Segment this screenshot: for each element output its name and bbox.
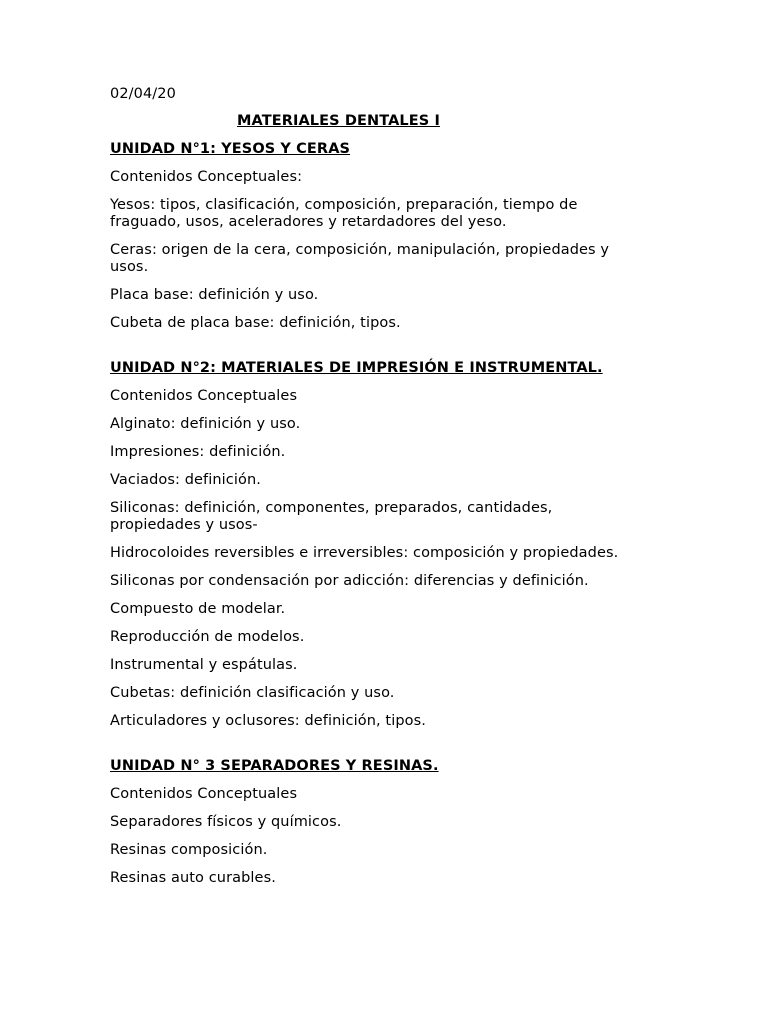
section-spacer bbox=[110, 343, 650, 360]
unit-3-item: Resinas composición. bbox=[110, 842, 268, 858]
unit-1-item: Ceras: origen de la cera, composición, manipulación, propiedades y usos. bbox=[110, 242, 610, 275]
unit-3-item: Contenidos Conceptuales bbox=[110, 786, 298, 802]
unit-2-item: Compuesto de modelar. bbox=[110, 601, 286, 617]
section-spacer bbox=[110, 741, 650, 758]
unit-2-item: Siliconas: definición, componentes, preparados, cantidades, propiedades y usos- bbox=[110, 500, 553, 533]
unit-2-item: Hidrocoloides reversibles e irreversibles: composición y propiedades. bbox=[110, 545, 619, 561]
document-page bbox=[110, 86, 650, 898]
unit-2-item: Vaciados: definición. bbox=[110, 472, 261, 488]
unit-2-item: Instrumental y espátulas. bbox=[110, 657, 298, 673]
unit-2-heading: UNIDAD N°2: MATERIALES DE IMPRESIÓN E INSTRUMENTAL. bbox=[110, 360, 603, 376]
unit-2-item: Impresiones: definición. bbox=[110, 444, 286, 460]
document-date: 02/04/20 bbox=[110, 86, 176, 102]
unit-2-item: Alginato: definición y uso. bbox=[110, 416, 301, 432]
unit-1-item: Contenidos Conceptuales: bbox=[110, 169, 303, 185]
unit-3-heading: UNIDAD N° 3 SEPARADORES Y RESINAS. bbox=[110, 758, 439, 774]
unit-2-item: Cubetas: definición clasificación y uso. bbox=[110, 685, 395, 701]
unit-1-item: Cubeta de placa base: definición, tipos. bbox=[110, 315, 401, 331]
unit-1-heading: UNIDAD N°1: YESOS Y CERAS bbox=[110, 141, 351, 157]
unit-1-item: Yesos: tipos, clasificación, composición, preparación, tiempo de fraguado, usos, aceleradores y retardadores del yeso. bbox=[110, 197, 578, 230]
unit-2-item: Articuladores y oclusores: definición, tipos. bbox=[110, 713, 426, 729]
unit-2-item: Contenidos Conceptuales bbox=[110, 388, 298, 404]
unit-1-item: Placa base: definición y uso. bbox=[110, 287, 319, 303]
unit-2-item: Reproducción de modelos. bbox=[110, 629, 305, 645]
unit-3-item: Separadores físicos y químicos. bbox=[110, 814, 342, 830]
unit-3-item: Resinas auto curables. bbox=[110, 870, 276, 886]
unit-2-item: Siliconas por condensación por adicción: diferencias y definición. bbox=[110, 573, 589, 589]
document-title: MATERIALES DENTALES I bbox=[237, 113, 440, 129]
